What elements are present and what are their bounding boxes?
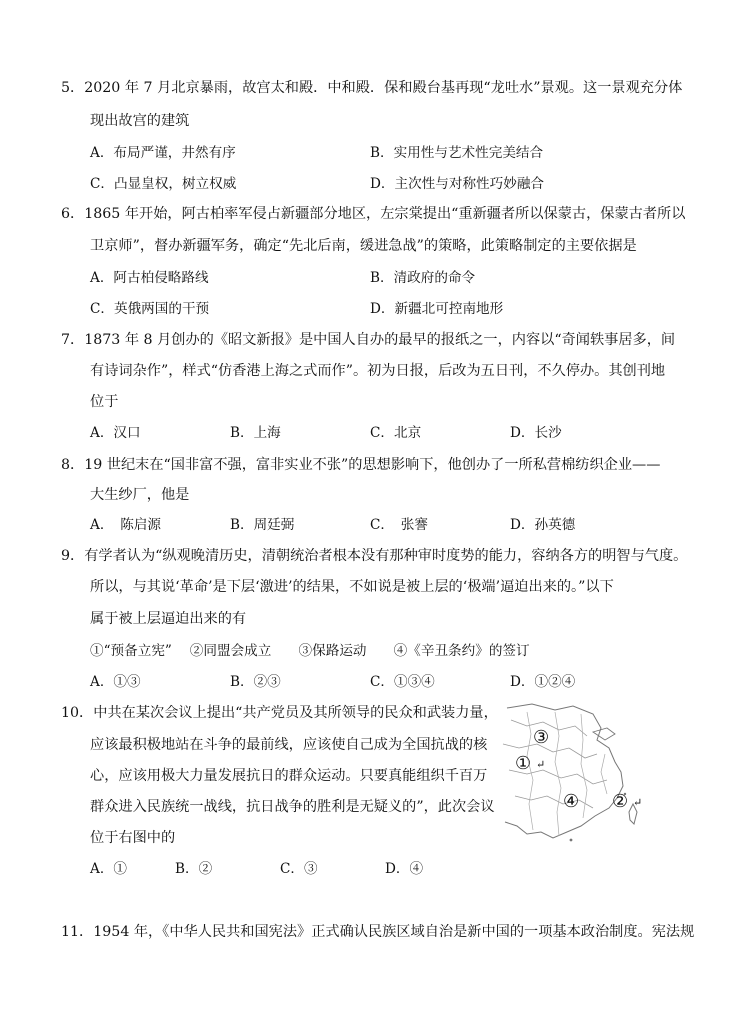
- q6-option-d: D．新疆北可控南地形: [370, 301, 504, 317]
- q10-line-4: 群众进入民族统一战线，抗日战争的胜利是无疑义的”，此次会议: [90, 799, 495, 815]
- q9-option-c: C．①③④: [370, 674, 435, 690]
- q8-option-d: D．孙英德: [510, 517, 576, 533]
- q9-option-b: B．②③: [230, 674, 281, 690]
- q9-line-1: [61, 546, 687, 566]
- q10-stem-1: 中共在某次会议上提出“共产党员及其所领导的民众和武装力量，: [93, 705, 498, 721]
- q7-line-1: [61, 330, 675, 350]
- q11-number: 11．: [61, 924, 94, 940]
- q7-option-c: C．北京: [370, 425, 422, 441]
- q8-option-a: A． 陈启源: [90, 517, 161, 533]
- map-marker-2: ②: [612, 791, 629, 812]
- q6-number: 6．: [61, 206, 85, 222]
- q10-option-a: A．①: [90, 861, 128, 877]
- q6-line-2: 卫京师”，督办新疆军务，确定“先北后南，缓进急战”的策略，此策略制定的主要依据是: [90, 238, 637, 254]
- q8-line-1: [61, 455, 660, 475]
- q7-option-b: B．上海: [230, 425, 281, 441]
- q9-line-3: 属于被上层逼迫出来的有: [90, 611, 247, 627]
- q6-stem-1: 1865 年开始，阿古柏率军侵占新疆部分地区，左宗棠提出“重新疆者所以保蒙古，保蒙古者所以: [84, 206, 686, 222]
- q7-stem-1: 1873 年 8 月创办的《昭文新报》是中国人自办的最早的报纸之一，内容以“奇闻轶事居多，间: [84, 332, 676, 348]
- map-marker-4: ④: [563, 791, 580, 812]
- q5-stem-1: 2020 年 7 月北京暴雨，故宫太和殿．中和殿．保和殿台基再现“龙吐水”景观。这一景观充分体: [84, 80, 683, 96]
- q6-option-b: B．清政府的命令: [370, 270, 476, 286]
- q9-stem-1: 有学者认为“纵观晚清历史，清朝统治者根本没有那种审时度势的能力，容纳各方的明智与气度。: [84, 548, 688, 564]
- q8-option-c: C． 张謇: [370, 517, 428, 533]
- q7-option-a: A．汉口: [90, 425, 141, 441]
- q10-option-d: D．④: [385, 861, 424, 877]
- q5-line-2: 现出故宫的建筑: [90, 113, 190, 129]
- map-marker-3: ③: [533, 727, 550, 748]
- q10-line-3: 心，应该用极大力量发展抗日的群众运动。只要真能组织千百万: [90, 768, 488, 784]
- map-marker-2-arrow: ↵: [633, 796, 643, 809]
- q8-stem-1: 19 世纪末在“国非富不强，富非实业不张”的思想影响下，他创办了一所私营棉纺织企业——: [84, 457, 661, 473]
- q8-option-b: B．周廷弼: [230, 517, 295, 533]
- q10-line-5: 位于右图中的: [90, 830, 176, 846]
- q9-number: 9．: [61, 548, 85, 564]
- q11-line-1: [61, 922, 694, 942]
- q9-line-2: 所以，与其说‘革命’是下层‘激进’的结果，不如说是被上层的‘极端’逼迫出来的。”以下: [90, 579, 614, 595]
- q10-option-b: B．②: [175, 861, 213, 877]
- q6-option-a: A．阿古柏侵略路线: [90, 270, 209, 286]
- q6-option-c: C．英俄两国的干预: [90, 301, 210, 317]
- q8-line-2: 大生纱厂，他是: [90, 487, 190, 503]
- q5-option-a: A．布局严谨，井然有序: [90, 145, 236, 161]
- q7-number: 7．: [61, 332, 85, 348]
- q7-option-d: D．长沙: [510, 425, 562, 441]
- q5-option-c: C．凸显皇权，树立权威: [90, 176, 237, 192]
- q11-stem-1: 1954 年，《中华人民共和国宪法》正式确认民族区域自治是新中国的一项基本政治制度。宪法规: [93, 924, 695, 940]
- china-map-figure: [497, 700, 657, 846]
- q8-number: 8．: [61, 457, 85, 473]
- q6-line-1: [61, 204, 685, 224]
- q10-option-c: C．③: [280, 861, 318, 877]
- q7-line-2: 有诗词杂作”，样式“仿香港上海之式而作”。初为日报，后改为五日刊，不久停办。其创刊地: [90, 363, 666, 379]
- q5-number: 5．: [61, 80, 85, 96]
- q10-line-2: 应该最积极地站在斗争的最前线，应该使自己成为全国抗战的核: [90, 737, 488, 753]
- map-marker-1: ①: [515, 753, 532, 774]
- q9-option-d: D．①②④: [510, 674, 576, 690]
- q10-number: 10．: [61, 705, 94, 721]
- q5-option-b: B．实用性与艺术性完美结合: [370, 145, 544, 161]
- map-marker-1-arrow: ↵: [536, 758, 546, 771]
- q5-option-d: D．主次性与对称性巧妙融合: [370, 176, 545, 192]
- q5-line-1: [61, 78, 682, 98]
- q9-items: ①“预备立宪” ②同盟会成立 ③保路运动 ④《辛丑条约》的签订: [90, 643, 530, 659]
- q7-line-3: 位于: [90, 394, 119, 410]
- q9-option-a: A．①③: [90, 674, 141, 690]
- q10-line-1: [61, 703, 498, 723]
